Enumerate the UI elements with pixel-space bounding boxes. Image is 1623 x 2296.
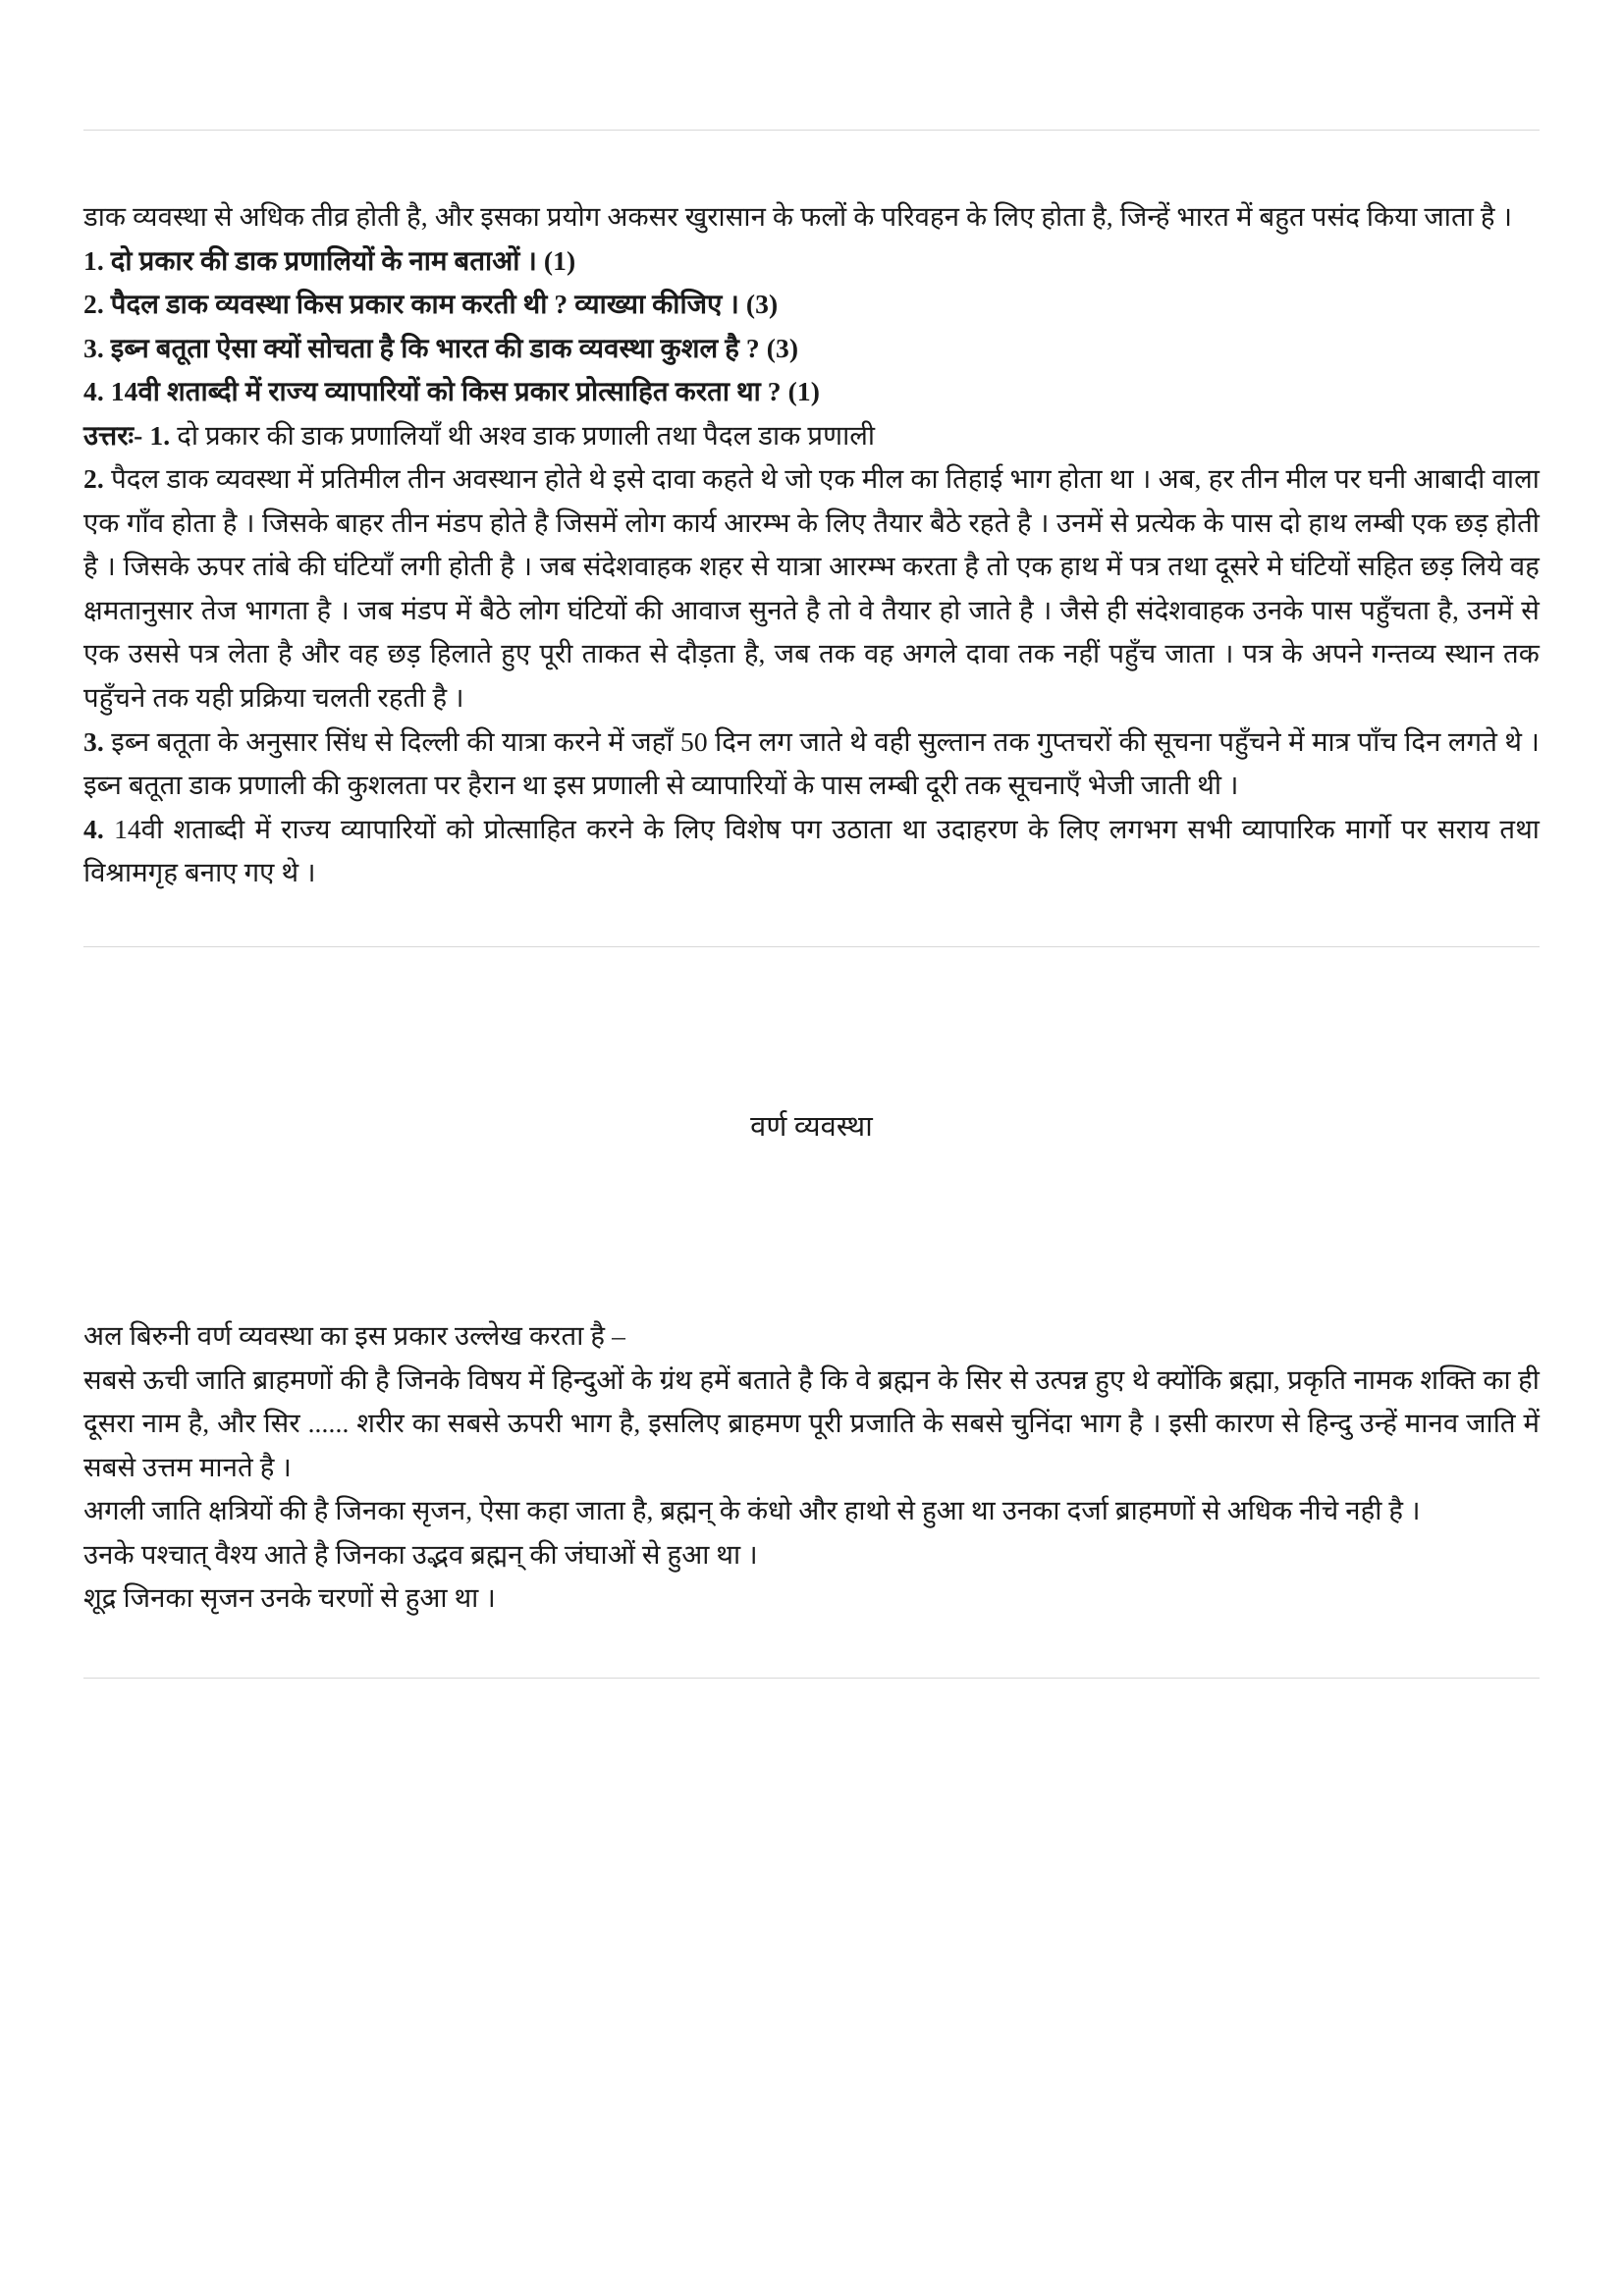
question-1: 1. दो प्रकार की डाक प्रणालियों के नाम बताओं । (1)	[83, 244, 576, 276]
question-4: 4. 14वी शताब्दी में राज्य व्यापारियों को किस प्रकार प्रोत्साहित करता था ? (1)	[83, 376, 820, 407]
answer-3	[83, 721, 1540, 808]
varna-paragraph-2: सबसे ऊची जाति ब्राहमणों की है जिनके विषय में हिन्दुओं के ग्रंथ हमें बताते है कि वे ब्रह्मन के सिर से उत्पन्न हुए थे क्योंकि ब्रह्मा, प्रकृति नामक शक्ति का ही दूसरा नाम है, और सिर ...... शरीर का सबसे ऊपरी भाग है, इसलिए ब्राहमण पूरी प्रजाति के सबसे चुनिंदा भाग है । इसी कारण से हिन्दु उन्हें मानव जाति में सबसे उत्तम मानते है ।	[83, 1363, 1540, 1482]
answer-label: उत्तरः-	[83, 419, 143, 451]
varna-paragraph-3: अगली जाति क्षत्रियों की है जिनका सृजन, ऐसा कहा जाता है, ब्रह्मन् के कंधो और हाथो से हुआ था उनका दर्जा ब्राहमणों से अधिक नीचे नही है ।	[83, 1495, 1421, 1526]
answer-2	[83, 457, 1540, 720]
answer-1-text: दो प्रकार की डाक प्रणालियाँ थी अश्व डाक प्रणाली तथा पैदल डाक प्रणाली	[177, 419, 876, 451]
answer-1	[83, 414, 1540, 458]
top-divider	[83, 130, 1540, 131]
answer-1-number: 1.	[149, 419, 171, 451]
question-2: 2. पैदल डाक व्यवस्था किस प्रकार काम करती थी ? व्याख्या कीजिए । (3)	[83, 289, 779, 320]
section-heading: वर्ण व्यवस्था	[750, 1110, 873, 1143]
questions-and-answers-block	[83, 195, 1540, 895]
bottom-divider	[83, 1678, 1540, 1679]
answer-4	[83, 808, 1540, 895]
answer-4-number: 4.	[83, 813, 104, 844]
varna-paragraph-5: शूद्र जिनका सृजन उनके चरणों से हुआ था ।	[83, 1582, 496, 1614]
answer-3-text: इब्न बतूता के अनुसार सिंध से दिल्ली की यात्रा करने में जहाँ 50 दिन लग जाते थे वही सुल्तान तक गुप्तचरों की सूचना पहुँचने में मात्र पाँच दिन लगते थे । इब्न बतूता डाक प्रणाली की कुशलता पर हैरान था इस प्रणाली से व्यापारियों के पास लम्बी दूरी तक सूचनाएँ भेजी जाती थी ।	[83, 725, 1540, 801]
middle-divider	[83, 946, 1540, 947]
varna-paragraph-4: उनके पश्चात् वैश्य आते है जिनका उद्भव ब्रह्मन् की जंघाओं से हुआ था ।	[83, 1538, 758, 1570]
question-3: 3. इब्न बतूता ऐसा क्यों सोचता है कि भारत की डाक व्यवस्था कुशल है ? (3)	[83, 332, 799, 363]
intro-paragraph: डाक व्यवस्था से अधिक तीव्र होती है, और इसका प्रयोग अकसर खुरासान के फलों के परिवहन के लिए होता है, जिन्हें भारत में बहुत पसंद किया जाता है ।	[83, 201, 1513, 232]
answer-2-text: पैदल डाक व्यवस्था में प्रतिमील तीन अवस्थान होते थे इसे दावा कहते थे जो एक मील का तिहाई भाग होता था । अब, हर तीन मील पर घनी आबादी वाला एक गाँव होता है । जिसके बाहर तीन मंडप होते है जिसमें लोग कार्य आरम्भ के लिए तैयार बैठे रहते है । उनमें से प्रत्येक के पास दो हाथ लम्बी एक छड़ होती है । जिसके ऊपर तांबे की घंटियाँ लगी होती है । जब संदेशवाहक शहर से यात्रा आरम्भ करता है तो एक हाथ में पत्र तथा दूसरे मे घंटियों सहित छड़ लिये वह क्षमतानुसार तेज भागता है । जब मंडप में बैठे लोग घंटियों की आवाज सुनते है तो वे तैयार हो जाते है । जैसे ही संदेशवाहक उनके पास पहुँचता है, उनमें से एक उससे पत्र लेता है और वह छड़ हिलाते हुए पूरी ताकत से दौड़ता है, जब तक वह अगले दावा तक नहीं पहुँच जाता । पत्र के अपने गन्तव्य स्थान तक पहुँचने तक यही प्रक्रिया चलती रहती है ।	[83, 463, 1540, 714]
varna-paragraph-1: अल बिरुनी वर्ण व्यवस्था का इस प्रकार उल्लेख करता है –	[83, 1320, 625, 1352]
answer-2-number: 2.	[83, 463, 104, 495]
answer-3-number: 3.	[83, 725, 104, 757]
varna-vyavastha-block	[83, 1314, 1540, 1621]
page-content	[83, 0, 1540, 1679]
answer-4-text: 14वी शताब्दी में राज्य व्यापारियों को प्रोत्साहित करने के लिए विशेष पग उठाता था उदाहरण के लिए लगभग सभी व्यापारिक मार्गो पर सराय तथा विश्रामगृह बनाए गए थे ।	[83, 813, 1540, 888]
